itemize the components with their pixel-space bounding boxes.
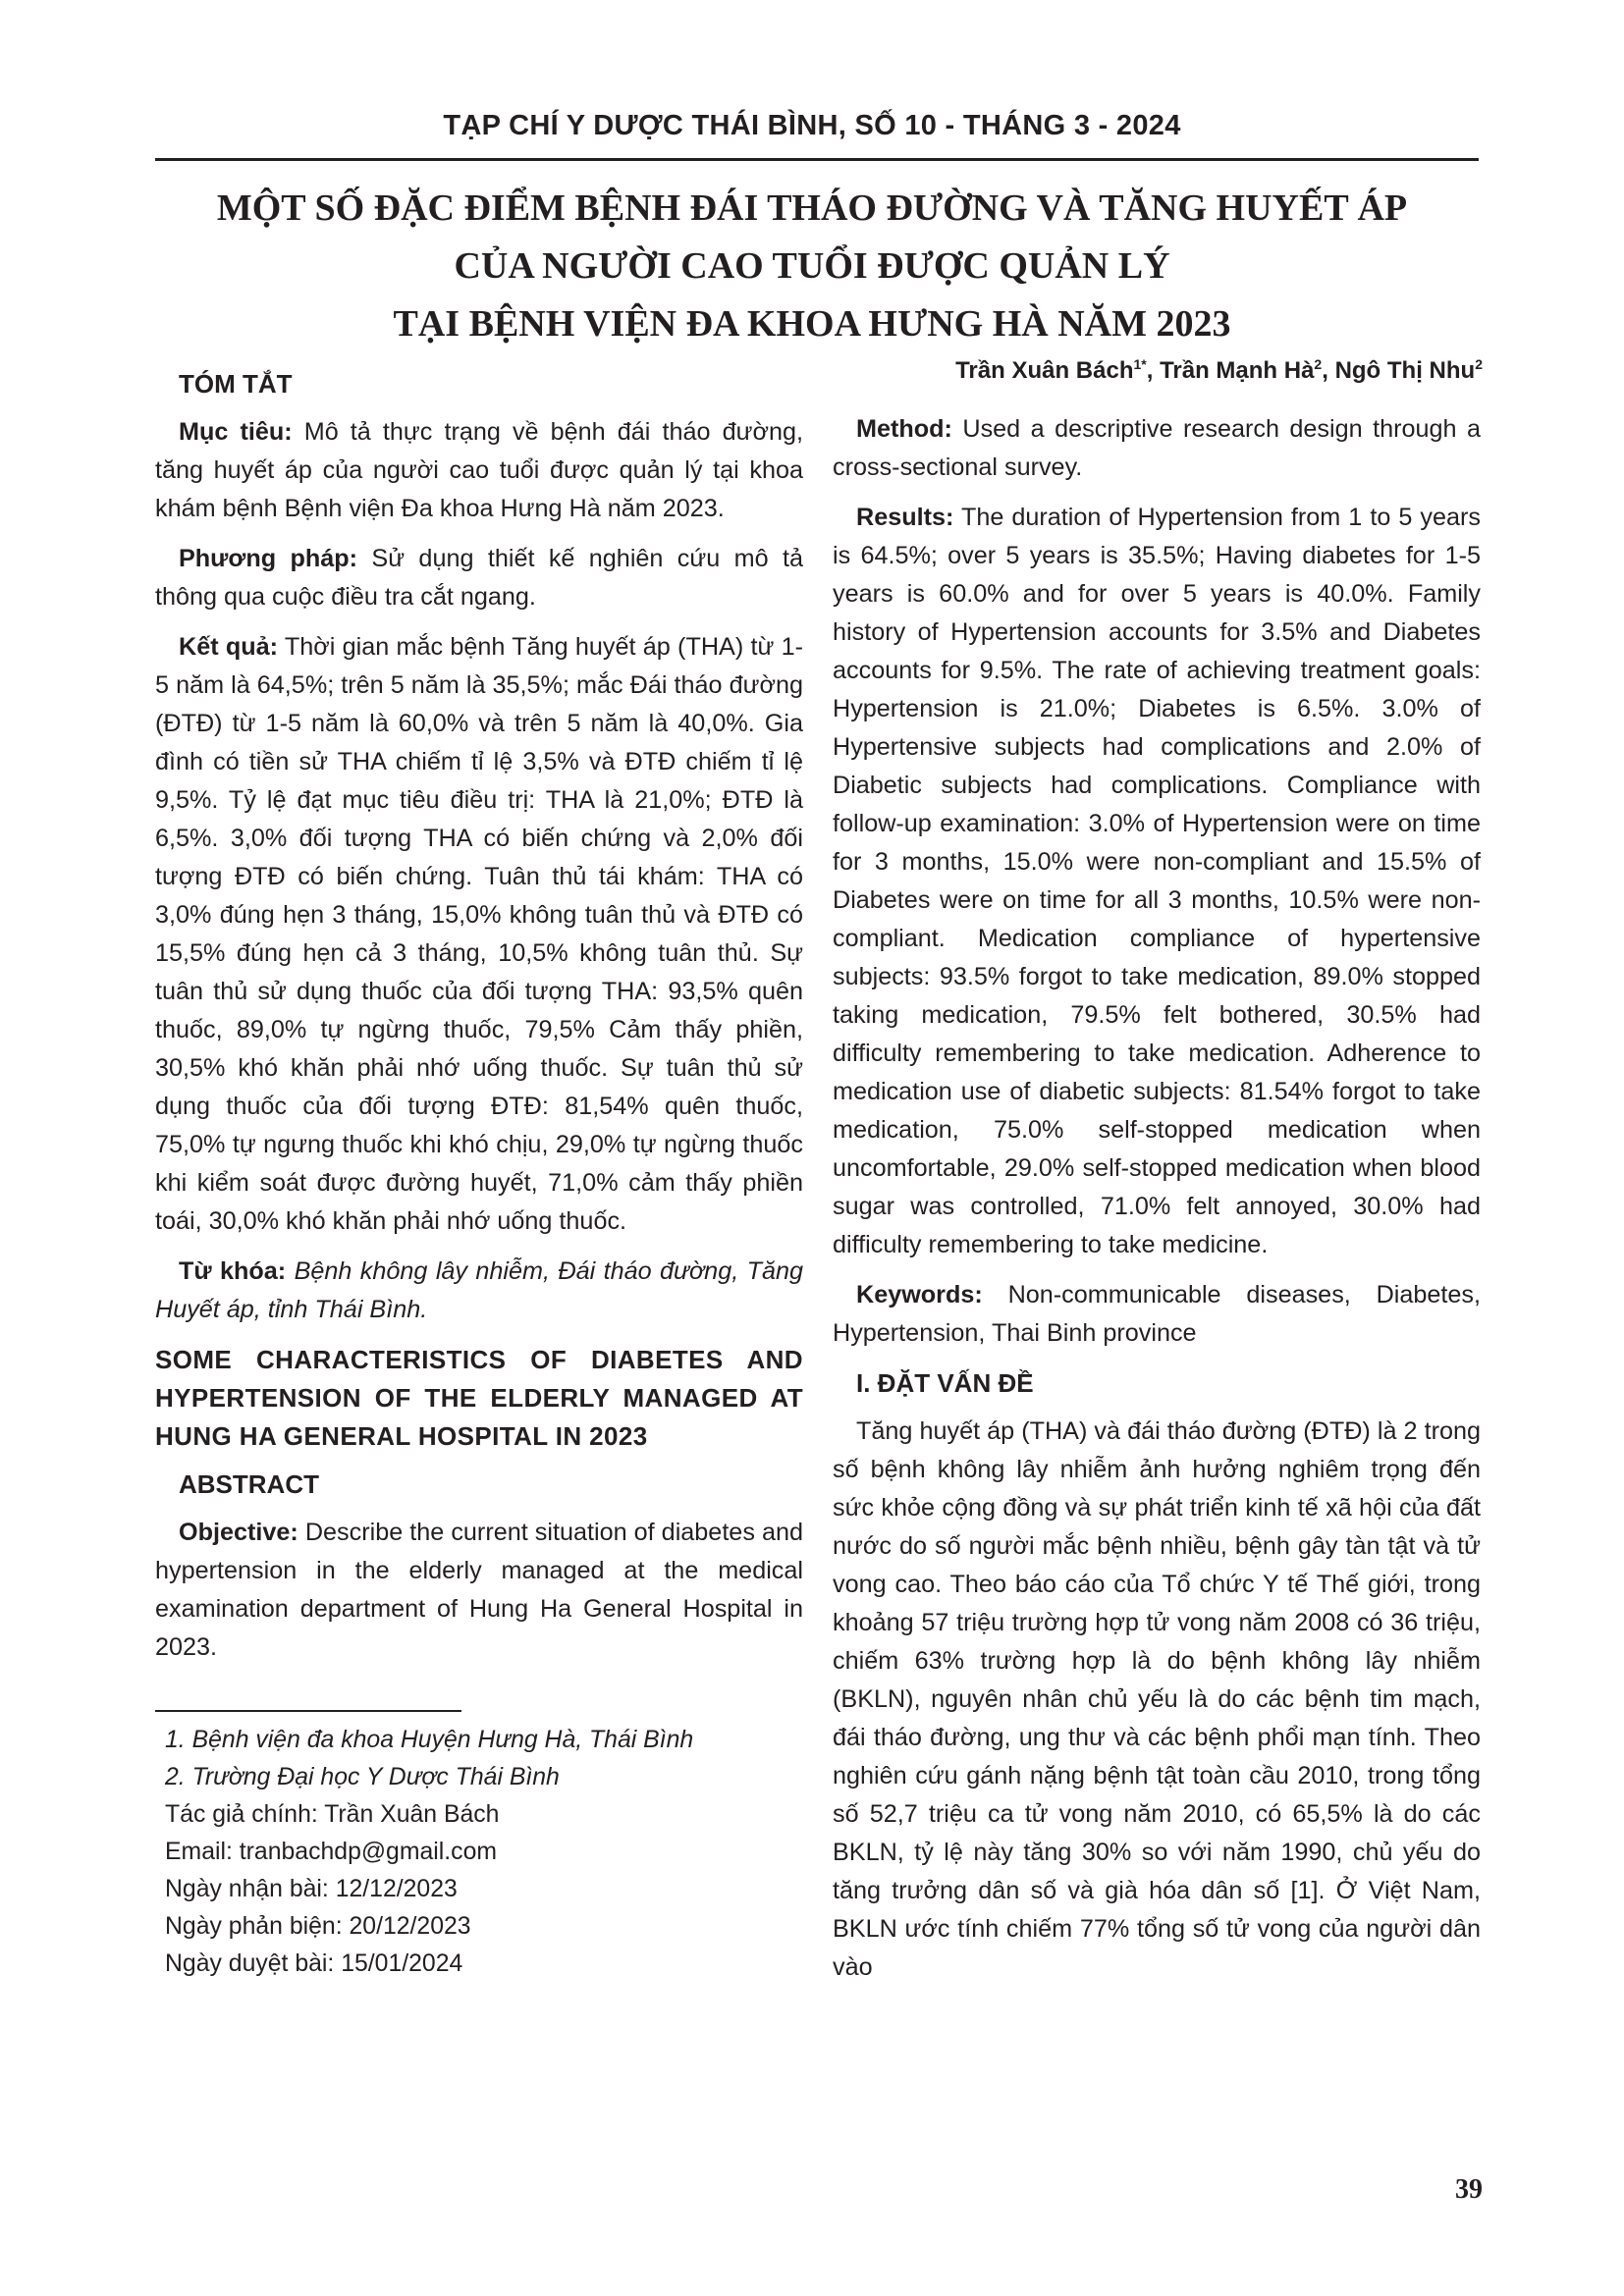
results-label-en: Results: — [856, 504, 954, 531]
abstract-results — [833, 499, 1481, 1264]
authors — [833, 356, 1483, 385]
author-2: Trần Mạnh Hà — [1160, 357, 1315, 384]
abstract-keywords — [833, 1276, 1481, 1353]
abstract-heading: ABSTRACT — [179, 1469, 319, 1499]
keywords-text: Bệnh không lây nhiễm, Đái tháo đường, Tăng Huyết áp, tỉnh Thái Bình. — [155, 1257, 803, 1323]
footnote-main-author: Tác giả chính: Trần Xuân Bách — [165, 1801, 500, 1828]
page-number: 39 — [1455, 2174, 1483, 2205]
footnote-received: Ngày nhận bài: 12/12/2023 — [165, 1876, 458, 1902]
author-3: Ngô Thị Nhu — [1334, 357, 1476, 384]
footnote-rule — [155, 1710, 461, 1712]
summary-vi-method — [155, 540, 803, 616]
keywords-label-en: Keywords: — [856, 1281, 983, 1308]
summary-vi-keywords — [155, 1253, 803, 1329]
footnote-email: Email: tranbachdp@gmail.com — [165, 1839, 498, 1865]
summary-vi-objective — [155, 413, 803, 528]
abstract-objective — [155, 1514, 803, 1667]
title-line-2: CỦA NGƯỜI CAO TUỔI ĐƯỢC QUẢN LÝ — [454, 245, 1170, 287]
title-line-3: TẠI BỆNH VIỆN ĐA KHOA HƯNG HÀ NĂM 2023 — [393, 303, 1231, 345]
method-text-en: Used a descriptive research design through a cross-sectional survey. — [833, 415, 1481, 481]
author-separator: , — [1322, 357, 1335, 384]
left-column — [155, 365, 803, 1983]
abstract-method — [833, 410, 1481, 487]
results-text: Thời gian mắc bệnh Tăng huyết áp (THA) từ 1-5 năm là 64,5%; trên 5 năm là 35,5%; mắc Đái tháo đường (ĐTĐ) từ 1-5 năm là 60,0% và trên 5 năm là 40,0%. Gia đình có tiền sử THA chiếm tỉ lệ 3,5% và ĐTĐ chiếm tỉ lệ 9,5%. Tỷ lệ đạt mục tiêu điều trị: THA là 21,0%; ĐTĐ là 6,5%. 3,0% đối tượng THA có biến chứng và 2,0% đối tượng ĐTĐ có biến chứng. Tuân thủ tái khám: THA có 3,0% đúng hẹn 3 tháng, 15,0% không tuân thủ và ĐTĐ có 15,5% đúng hẹn cả 3 tháng, 10,5% không tuân thủ. Sự tuân thủ sử dụng thuốc của đối tượng THA: 93,5% quên thuốc, 89,0% tự ngừng thuốc, 79,5% Cảm thấy phiền, 30,5% khó khăn phải nhớ uống thuốc. Sự tuân thủ sử dụng thuốc của đối tượng ĐTĐ: 81,54% quên thuốc, 75,0% tự ngưng thuốc khi khó chịu, 29,0% tự ngừng thuốc khi kiểm soát được đường huyết, 71,0% cảm thấy phiền toái, 30,0% khó khăn phải nhớ uống thuốc. — [155, 633, 804, 1235]
section-1-heading: I. ĐẶT VẤN ĐỀ — [856, 1368, 1034, 1398]
title-line-1: MỘT SỐ ĐẶC ĐIỂM BỆNH ĐÁI THÁO ĐƯỜNG VÀ TĂNG HUYẾT ÁP — [216, 187, 1408, 229]
author-separator: , — [1146, 357, 1161, 384]
english-title: SOME CHARACTERISTICS OF DIABETES AND HYPERTENSION OF THE ELDERLY MANAGED AT HUNG HA GENERAL HOSPITAL IN 2023 — [155, 1345, 803, 1451]
summary-vi-heading: TÓM TẮT — [179, 369, 293, 399]
footnote-accepted: Ngày duyệt bài: 15/01/2024 — [165, 1950, 463, 1977]
keywords-text-en: Non-communicable diseases, Diabetes, Hypertension, Thai Binh province — [833, 1281, 1481, 1347]
author-2-affiliation: 2 — [1314, 356, 1323, 372]
objective-text: Mô tả thực trạng về bệnh đái tháo đường, tăng huyết áp của người cao tuổi được quản lý tại khoa khám bệnh Bệnh viện Đa khoa Hưng Hà năm 2023. — [155, 418, 803, 522]
footnote-reviewed: Ngày phản biện: 20/12/2023 — [165, 1913, 471, 1940]
method-text: Sử dụng thiết kế nghiên cứu mô tả thông qua cuộc điều tra cắt ngang. — [155, 545, 803, 611]
journal-header: TẠP CHÍ Y DƯỢC THÁI BÌNH, SỐ 10 - THÁNG 3 - 2024 — [443, 110, 1181, 141]
section-1-paragraph: Tăng huyết áp (THA) và đái tháo đường (ĐTĐ) là 2 trong số bệnh không lây nhiễm ảnh hưởng nghiêm trọng đến sức khỏe cộng đồng và sự phát triển kinh tế xã hội của đất nước do số người mắc bệnh nhiều, bệnh gây tàn tật và tử vong cao. Theo báo cáo của Tổ chức Y tế Thế giới, trong khoảng 57 triệu trường hợp tử vong năm 2008 có 36 triệu, chiếm 63% trường hợp là do bệnh không lây nhiễm (BKLN), nguyên nhân chủ yếu là do các bệnh tim mạch, đái tháo đường, ung thư và các bệnh phổi mạn tính. Theo nghiên cứu gánh nặng bệnh tật toàn cầu 2010, trong tổng số 52,7 triệu ca tử vong năm 2010, có 65,5% là do các BKLN, tỷ lệ này tăng 30% so với năm 1990, chủ yếu do tăng trưởng dân số và già hóa dân số [1]. Ở Việt Nam, BKLN ước tính chiếm 77% tổng số tử vong của người dân vào — [833, 1417, 1481, 1981]
footnote-affiliation-1: 1. Bệnh viện đa khoa Huyện Hưng Hà, Thái Bình — [165, 1727, 694, 1753]
objective-text-en: Describe the current situation of diabetes and hypertension in the elderly managed at the medical examination department of Hung Ha General Hospital in 2023. — [155, 1519, 803, 1661]
footnote-affiliation-2: 2. Trường Đại học Y Dược Thái Bình — [165, 1764, 560, 1790]
method-label: Phương pháp: — [179, 545, 358, 572]
article-title — [0, 180, 1624, 353]
objective-label-en: Objective: — [179, 1519, 298, 1546]
keywords-label: Từ khóa: — [179, 1257, 287, 1285]
summary-vi-results — [155, 628, 803, 1241]
author-1-affiliation: 1* — [1133, 356, 1147, 372]
objective-label: Mục tiêu: — [179, 418, 293, 446]
method-label-en: Method: — [856, 415, 952, 443]
right-column — [833, 410, 1481, 1999]
author-3-affiliation: 2 — [1475, 356, 1483, 372]
results-label: Kết quả: — [179, 633, 279, 661]
author-1: Trần Xuân Bách — [955, 357, 1134, 384]
results-text-en: The duration of Hypertension from 1 to 5 years is 64.5%; over 5 years is 35.5%; Having diabetes for 1-5 years is 60.0% and for over 5 years is 40.0%. Family history of Hypertension accounts for 3.5% and Diabetes accounts for 9.5%. The rate of achieving treatment goals: Hypertension is 21.0%; Diabetes is 6.5%. 3.0% of Hypertensive subjects had complications and 2.0% of Diabetic subjects had complications. Compliance with follow-up examination: 3.0% of Hypertension were on time for 3 months, 15.0% were non-compliant and 15.5% of Diabetes were on time for all 3 months, 10.5% were non-compliant. Medication compliance of hypertensive subjects: 93.5% forgot to take medication, 89.0% stopped taking medication, 79.5% felt bothered, 30.5% had difficulty remembering to take medication. Adherence to medication use of diabetic subjects: 81.54% forgot to take medication, 75.0% self-stopped medication when uncomfortable, 29.0% self-stopped medication when blood sugar was controlled, 71.0% felt annoyed, 30.0% had difficulty remembering to take medicine. — [833, 504, 1481, 1258]
header-rule — [155, 158, 1479, 161]
